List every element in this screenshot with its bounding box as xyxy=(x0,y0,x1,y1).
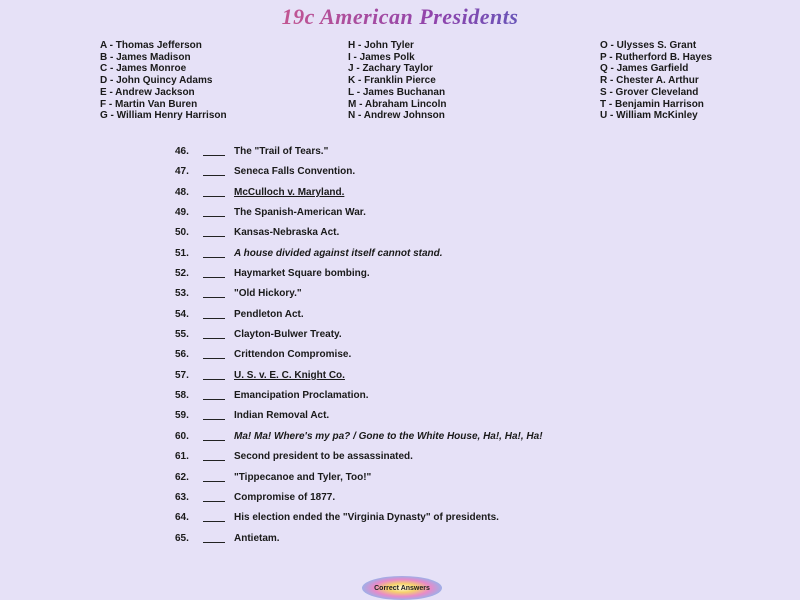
answer-key-column-2 xyxy=(348,40,570,122)
question-number: 65. xyxy=(175,532,189,544)
answer-blank[interactable] xyxy=(203,399,225,400)
question-text: Haymarket Square bombing. xyxy=(234,268,370,280)
question-row xyxy=(175,370,775,390)
key-item: Q - James Garfield xyxy=(600,63,689,75)
page-title: 19c American Presidents xyxy=(0,4,800,30)
question-number: 55. xyxy=(175,329,189,341)
question-text: Crittendon Compromise. xyxy=(234,349,352,361)
answer-blank[interactable] xyxy=(203,277,225,278)
answer-blank[interactable] xyxy=(203,338,225,339)
answer-blank[interactable] xyxy=(203,257,225,258)
question-number: 57. xyxy=(175,369,189,381)
key-item: N - Andrew Johnson xyxy=(348,110,445,122)
key-item: F - Martin Van Buren xyxy=(100,98,198,110)
answer-blank[interactable] xyxy=(203,236,225,237)
question-number: 47. xyxy=(175,166,189,178)
question-number: 64. xyxy=(175,512,189,524)
key-item: S - Grover Cleveland xyxy=(600,86,699,98)
answer-blank[interactable] xyxy=(203,481,225,482)
key-item: D - John Quincy Adams xyxy=(100,75,213,87)
answer-blank[interactable] xyxy=(203,460,225,461)
key-item: G - William Henry Harrison xyxy=(100,110,227,122)
answer-blank[interactable] xyxy=(203,297,225,298)
question-text: Pendleton Act. xyxy=(234,308,304,320)
question-row xyxy=(175,451,775,471)
question-list xyxy=(175,146,775,553)
question-number: 63. xyxy=(175,491,189,503)
question-text: "Tippecanoe and Tyler, Too!" xyxy=(234,471,372,483)
question-row xyxy=(175,390,775,410)
question-row xyxy=(175,166,775,186)
question-text: U. S. v. E. C. Knight Co. xyxy=(234,369,345,381)
question-text: Seneca Falls Convention. xyxy=(234,166,356,178)
answer-blank[interactable] xyxy=(203,196,225,197)
question-number: 62. xyxy=(175,471,189,483)
question-number: 58. xyxy=(175,390,189,402)
question-row xyxy=(175,268,775,288)
question-row xyxy=(175,431,775,451)
question-number: 46. xyxy=(175,146,189,157)
question-number: 52. xyxy=(175,268,189,280)
question-row xyxy=(175,410,775,430)
question-number: 49. xyxy=(175,207,189,219)
key-item: E - Andrew Jackson xyxy=(100,86,195,98)
key-item: K - Franklin Pierce xyxy=(348,75,436,87)
answer-blank[interactable] xyxy=(203,358,225,359)
question-number: 59. xyxy=(175,410,189,422)
correct-answers-label: Correct Answers xyxy=(374,584,430,592)
question-row xyxy=(175,533,775,553)
correct-answers-button[interactable] xyxy=(362,576,442,600)
question-number: 56. xyxy=(175,349,189,361)
answer-blank[interactable] xyxy=(203,521,225,522)
question-number: 61. xyxy=(175,451,189,463)
key-item: T - Benjamin Harrison xyxy=(600,98,704,110)
key-item: I - James Polk xyxy=(348,51,415,63)
answer-blank[interactable] xyxy=(203,440,225,441)
key-item: A - Thomas Jefferson xyxy=(100,40,202,51)
question-text: A house divided against itself cannot stand. xyxy=(234,247,443,259)
question-number: 51. xyxy=(175,247,189,259)
key-item: C - James Monroe xyxy=(100,63,187,75)
question-row xyxy=(175,512,775,532)
question-row xyxy=(175,288,775,308)
question-number: 54. xyxy=(175,308,189,320)
question-text: Clayton-Bulwer Treaty. xyxy=(234,329,342,341)
question-text: Emancipation Proclamation. xyxy=(234,390,369,402)
answer-key xyxy=(100,40,760,122)
answer-blank[interactable] xyxy=(203,419,225,420)
question-text: Antietam. xyxy=(234,532,280,544)
key-item: R - Chester A. Arthur xyxy=(600,75,699,87)
question-number: 60. xyxy=(175,430,189,442)
question-text: The Spanish-American War. xyxy=(234,207,366,219)
question-text: Indian Removal Act. xyxy=(234,410,330,422)
question-number: 48. xyxy=(175,186,189,198)
question-text: His election ended the "Virginia Dynasty" of presidents. xyxy=(234,512,499,524)
answer-key-column-1 xyxy=(100,40,318,122)
answer-blank[interactable] xyxy=(203,155,225,156)
question-row xyxy=(175,472,775,492)
question-number: 53. xyxy=(175,288,189,300)
question-row xyxy=(175,248,775,268)
question-row xyxy=(175,146,775,166)
question-text: Compromise of 1877. xyxy=(234,491,336,503)
question-row xyxy=(175,349,775,369)
key-item: M - Abraham Lincoln xyxy=(348,98,447,110)
key-item: H - John Tyler xyxy=(348,40,414,51)
question-number: 50. xyxy=(175,227,189,239)
answer-blank[interactable] xyxy=(203,175,225,176)
question-row xyxy=(175,492,775,512)
question-row xyxy=(175,207,775,227)
answer-blank[interactable] xyxy=(203,379,225,380)
answer-blank[interactable] xyxy=(203,216,225,217)
key-item: L - James Buchanan xyxy=(348,86,446,98)
question-row xyxy=(175,329,775,349)
key-item: B - James Madison xyxy=(100,51,191,63)
question-text: McCulloch v. Maryland. xyxy=(234,186,345,198)
question-row xyxy=(175,227,775,247)
question-text: "Old Hickory." xyxy=(234,288,302,300)
question-text: Second president to be assassinated. xyxy=(234,451,413,463)
question-row xyxy=(175,309,775,329)
answer-key-column-3 xyxy=(600,40,760,122)
key-item: P - Rutherford B. Hayes xyxy=(600,51,713,63)
question-row xyxy=(175,187,775,207)
answer-blank[interactable] xyxy=(203,501,225,502)
answer-blank[interactable] xyxy=(203,542,225,543)
key-item: J - Zachary Taylor xyxy=(348,63,433,75)
question-text: The "Trail of Tears." xyxy=(234,146,329,157)
key-item: U - William McKinley xyxy=(600,110,698,122)
question-text: Ma! Ma! Where's my pa? / Gone to the White House, Ha!, Ha!, Ha! xyxy=(234,430,543,442)
question-text: Kansas-Nebraska Act. xyxy=(234,227,340,239)
key-item: O - Ulysses S. Grant xyxy=(600,40,697,51)
answer-blank[interactable] xyxy=(203,318,225,319)
